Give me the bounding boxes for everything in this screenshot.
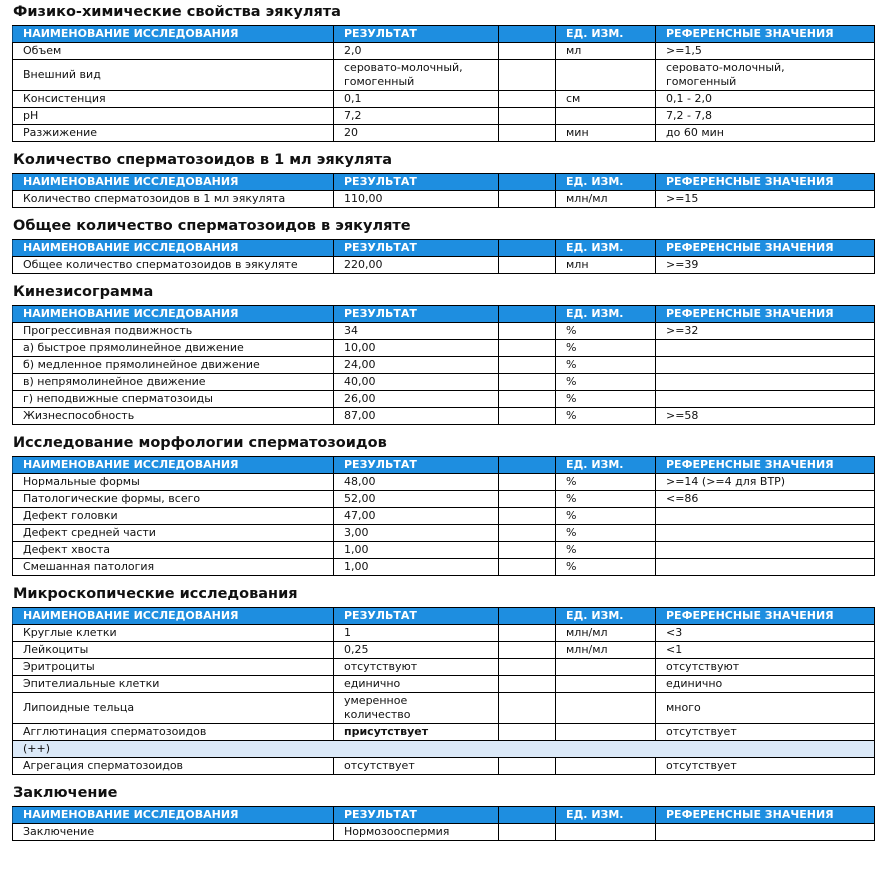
cell-result: отсутствует [334, 758, 499, 775]
table-row [13, 659, 875, 676]
cell-test-name: Агглютинация сперматозоидов [13, 724, 334, 741]
cell-blank [499, 125, 556, 142]
table-row [13, 559, 875, 576]
table-row [13, 125, 875, 142]
header-unit: ЕД. ИЗМ. [556, 306, 656, 323]
table-row [13, 108, 875, 125]
section-title: Исследование морфологии сперматозоидов [13, 435, 387, 451]
section-title: Заключение [13, 785, 118, 801]
header-reference: РЕФЕРЕНСНЫЕ ЗНАЧЕНИЯ [656, 457, 875, 474]
cell-blank [499, 43, 556, 60]
cell-unit: % [556, 340, 656, 357]
cell-result: Нормозооспермия [334, 824, 499, 841]
header-unit: ЕД. ИЗМ. [556, 174, 656, 191]
cell-blank [499, 257, 556, 274]
cell-reference: отсутствуют [656, 659, 875, 676]
table-row [13, 408, 875, 425]
cell-result: 2,0 [334, 43, 499, 60]
cell-reference: 0,1 - 2,0 [656, 91, 875, 108]
header-unit: ЕД. ИЗМ. [556, 807, 656, 824]
cell-result: 47,00 [334, 508, 499, 525]
table-row [13, 642, 875, 659]
cell-blank [499, 724, 556, 741]
table-row [13, 491, 875, 508]
header-reference: РЕФЕРЕНСНЫЕ ЗНАЧЕНИЯ [656, 306, 875, 323]
table-row [13, 693, 875, 724]
cell-unit [556, 676, 656, 693]
cell-unit: % [556, 474, 656, 491]
cell-blank [499, 824, 556, 841]
cell-unit: % [556, 357, 656, 374]
table-row [13, 391, 875, 408]
header-reference: РЕФЕРЕНСНЫЕ ЗНАЧЕНИЯ [656, 807, 875, 824]
cell-test-name: Агрегация сперматозоидов [13, 758, 334, 775]
section-title: Общее количество сперматозоидов в эякуляте [13, 218, 411, 234]
table-row [13, 60, 875, 91]
cell-blank [499, 676, 556, 693]
header-result: РЕЗУЛЬТАТ [334, 240, 499, 257]
header-result: РЕЗУЛЬТАТ [334, 174, 499, 191]
results-table [12, 456, 875, 576]
cell-unit: % [556, 374, 656, 391]
table-row [13, 824, 875, 841]
table-header [13, 240, 875, 257]
cell-test-name: Разжижение [13, 125, 334, 142]
cell-blank [499, 191, 556, 208]
cell-test-name: Смешанная патология [13, 559, 334, 576]
header-blank [499, 26, 556, 43]
header-unit: ЕД. ИЗМ. [556, 608, 656, 625]
section-title: Кинезисограмма [13, 284, 154, 300]
cell-reference [656, 824, 875, 841]
cell-unit: млн/мл [556, 191, 656, 208]
results-table [12, 305, 875, 425]
cell-blank [499, 340, 556, 357]
cell-result: единично [334, 676, 499, 693]
cell-reference [656, 340, 875, 357]
header-blank [499, 807, 556, 824]
cell-reference [656, 559, 875, 576]
cell-test-name: Прогрессивная подвижность [13, 323, 334, 340]
header-result: РЕЗУЛЬТАТ [334, 457, 499, 474]
header-test-name: НАИМЕНОВАНИЕ ИССЛЕДОВАНИЯ [13, 457, 334, 474]
cell-unit: млн [556, 257, 656, 274]
cell-unit: % [556, 491, 656, 508]
cell-blank [499, 542, 556, 559]
cell-result: 87,00 [334, 408, 499, 425]
cell-result: серовато-молочный, гомогенный [334, 60, 499, 91]
cell-reference: отсутствует [656, 724, 875, 741]
note-text: (++) [13, 741, 875, 758]
cell-result: 26,00 [334, 391, 499, 408]
cell-blank [499, 391, 556, 408]
cell-reference: >=1,5 [656, 43, 875, 60]
cell-unit: % [556, 559, 656, 576]
cell-result: 220,00 [334, 257, 499, 274]
cell-blank [499, 408, 556, 425]
cell-reference: >=14 (>=4 для ВТР) [656, 474, 875, 491]
cell-result: 34 [334, 323, 499, 340]
table-row [13, 474, 875, 491]
cell-blank [499, 374, 556, 391]
cell-test-name: Круглые клетки [13, 625, 334, 642]
cell-unit: млн/мл [556, 642, 656, 659]
header-test-name: НАИМЕНОВАНИЕ ИССЛЕДОВАНИЯ [13, 608, 334, 625]
cell-blank [499, 508, 556, 525]
header-reference: РЕФЕРЕНСНЫЕ ЗНАЧЕНИЯ [656, 240, 875, 257]
cell-unit: мин [556, 125, 656, 142]
cell-test-name: Заключение [13, 824, 334, 841]
header-blank [499, 174, 556, 191]
cell-test-name: Лейкоциты [13, 642, 334, 659]
cell-blank [499, 693, 556, 724]
table-row [13, 525, 875, 542]
cell-blank [499, 91, 556, 108]
cell-blank [499, 323, 556, 340]
cell-test-name: Количество сперматозоидов в 1 мл эякулята [13, 191, 334, 208]
table-row [13, 508, 875, 525]
header-unit: ЕД. ИЗМ. [556, 26, 656, 43]
header-reference: РЕФЕРЕНСНЫЕ ЗНАЧЕНИЯ [656, 608, 875, 625]
cell-test-name: Консистенция [13, 91, 334, 108]
cell-test-name: Патологические формы, всего [13, 491, 334, 508]
results-table [12, 239, 875, 274]
cell-result: 0,1 [334, 91, 499, 108]
cell-result: 1,00 [334, 542, 499, 559]
header-blank [499, 306, 556, 323]
header-test-name: НАИМЕНОВАНИЕ ИССЛЕДОВАНИЯ [13, 26, 334, 43]
cell-blank [499, 474, 556, 491]
cell-test-name: Эпителиальные клетки [13, 676, 334, 693]
cell-test-name: pH [13, 108, 334, 125]
cell-blank [499, 60, 556, 91]
cell-reference [656, 542, 875, 559]
table-header [13, 174, 875, 191]
table-row [13, 724, 875, 741]
cell-blank [499, 357, 556, 374]
cell-unit: млн/мл [556, 625, 656, 642]
table-row [13, 676, 875, 693]
cell-unit: % [556, 508, 656, 525]
cell-reference [656, 391, 875, 408]
cell-unit [556, 758, 656, 775]
table-row [13, 91, 875, 108]
table-header [13, 608, 875, 625]
header-blank [499, 608, 556, 625]
header-test-name: НАИМЕНОВАНИЕ ИССЛЕДОВАНИЯ [13, 240, 334, 257]
table-row [13, 191, 875, 208]
cell-reference [656, 374, 875, 391]
cell-reference: единично [656, 676, 875, 693]
cell-unit: мл [556, 43, 656, 60]
cell-blank [499, 659, 556, 676]
table-row [13, 357, 875, 374]
table-row [13, 758, 875, 775]
cell-unit [556, 693, 656, 724]
cell-reference: 7,2 - 7,8 [656, 108, 875, 125]
cell-blank [499, 625, 556, 642]
results-table [12, 806, 875, 841]
cell-reference: много [656, 693, 875, 724]
table-header [13, 26, 875, 43]
cell-blank [499, 642, 556, 659]
cell-reference: >=39 [656, 257, 875, 274]
cell-reference: <1 [656, 642, 875, 659]
table-row [13, 374, 875, 391]
section-title: Физико-химические свойства эякулята [13, 4, 341, 20]
cell-result: 20 [334, 125, 499, 142]
results-table [12, 25, 875, 142]
section-title: Микроскопические исследования [13, 586, 298, 602]
header-blank [499, 457, 556, 474]
cell-unit: % [556, 323, 656, 340]
cell-result: 48,00 [334, 474, 499, 491]
section-title: Количество сперматозоидов в 1 мл эякулята [13, 152, 393, 168]
header-result: РЕЗУЛЬТАТ [334, 807, 499, 824]
cell-test-name: Жизнеспособность [13, 408, 334, 425]
cell-blank [499, 491, 556, 508]
header-test-name: НАИМЕНОВАНИЕ ИССЛЕДОВАНИЯ [13, 174, 334, 191]
table-header [13, 807, 875, 824]
cell-unit: % [556, 525, 656, 542]
cell-test-name: Нормальные формы [13, 474, 334, 491]
cell-result: 7,2 [334, 108, 499, 125]
cell-reference [656, 525, 875, 542]
cell-reference: >=32 [656, 323, 875, 340]
cell-test-name: Объем [13, 43, 334, 60]
cell-unit: % [556, 408, 656, 425]
results-table [12, 173, 875, 208]
header-unit: ЕД. ИЗМ. [556, 240, 656, 257]
cell-result: 3,00 [334, 525, 499, 542]
header-result: РЕЗУЛЬТАТ [334, 608, 499, 625]
cell-reference: до 60 мин [656, 125, 875, 142]
cell-reference: <3 [656, 625, 875, 642]
cell-test-name: Дефект головки [13, 508, 334, 525]
cell-unit: см [556, 91, 656, 108]
header-unit: ЕД. ИЗМ. [556, 457, 656, 474]
cell-reference: >=15 [656, 191, 875, 208]
cell-unit: % [556, 542, 656, 559]
cell-result: 10,00 [334, 340, 499, 357]
note-row [13, 741, 875, 758]
cell-test-name: Липоидные тельца [13, 693, 334, 724]
cell-unit [556, 60, 656, 91]
header-reference: РЕФЕРЕНСНЫЕ ЗНАЧЕНИЯ [656, 26, 875, 43]
cell-result: 0,25 [334, 642, 499, 659]
cell-test-name: в) непрямолинейное движение [13, 374, 334, 391]
cell-reference [656, 357, 875, 374]
table-row [13, 43, 875, 60]
cell-unit [556, 724, 656, 741]
cell-test-name: а) быстрое прямолинейное движение [13, 340, 334, 357]
cell-test-name: Дефект хвоста [13, 542, 334, 559]
cell-test-name: б) медленное прямолинейное движение [13, 357, 334, 374]
cell-unit [556, 659, 656, 676]
cell-reference: отсутствует [656, 758, 875, 775]
cell-blank [499, 525, 556, 542]
cell-reference: серовато-молочный, гомогенный [656, 60, 875, 91]
header-result: РЕЗУЛЬТАТ [334, 26, 499, 43]
cell-result: присутствует [334, 724, 499, 741]
cell-test-name: Дефект средней части [13, 525, 334, 542]
cell-blank [499, 758, 556, 775]
header-reference: РЕФЕРЕНСНЫЕ ЗНАЧЕНИЯ [656, 174, 875, 191]
table-row [13, 257, 875, 274]
header-result: РЕЗУЛЬТАТ [334, 306, 499, 323]
cell-result: 40,00 [334, 374, 499, 391]
cell-test-name: Внешний вид [13, 60, 334, 91]
header-test-name: НАИМЕНОВАНИЕ ИССЛЕДОВАНИЯ [13, 807, 334, 824]
cell-unit [556, 108, 656, 125]
results-table [12, 607, 875, 775]
table-row [13, 542, 875, 559]
cell-test-name: Общее количество сперматозоидов в эякуляте [13, 257, 334, 274]
cell-unit: % [556, 391, 656, 408]
header-blank [499, 240, 556, 257]
cell-result: 24,00 [334, 357, 499, 374]
table-header [13, 457, 875, 474]
cell-result: отсутствуют [334, 659, 499, 676]
cell-reference: >=58 [656, 408, 875, 425]
cell-result: 110,00 [334, 191, 499, 208]
table-row [13, 323, 875, 340]
cell-test-name: Эритроциты [13, 659, 334, 676]
header-test-name: НАИМЕНОВАНИЕ ИССЛЕДОВАНИЯ [13, 306, 334, 323]
cell-unit [556, 824, 656, 841]
cell-test-name: г) неподвижные сперматозоиды [13, 391, 334, 408]
table-header [13, 306, 875, 323]
cell-result: 1,00 [334, 559, 499, 576]
table-row [13, 625, 875, 642]
cell-result: 52,00 [334, 491, 499, 508]
cell-blank [499, 108, 556, 125]
cell-result: 1 [334, 625, 499, 642]
cell-reference [656, 508, 875, 525]
table-row [13, 340, 875, 357]
cell-reference: <=86 [656, 491, 875, 508]
cell-blank [499, 559, 556, 576]
cell-result: умеренное количество [334, 693, 499, 724]
